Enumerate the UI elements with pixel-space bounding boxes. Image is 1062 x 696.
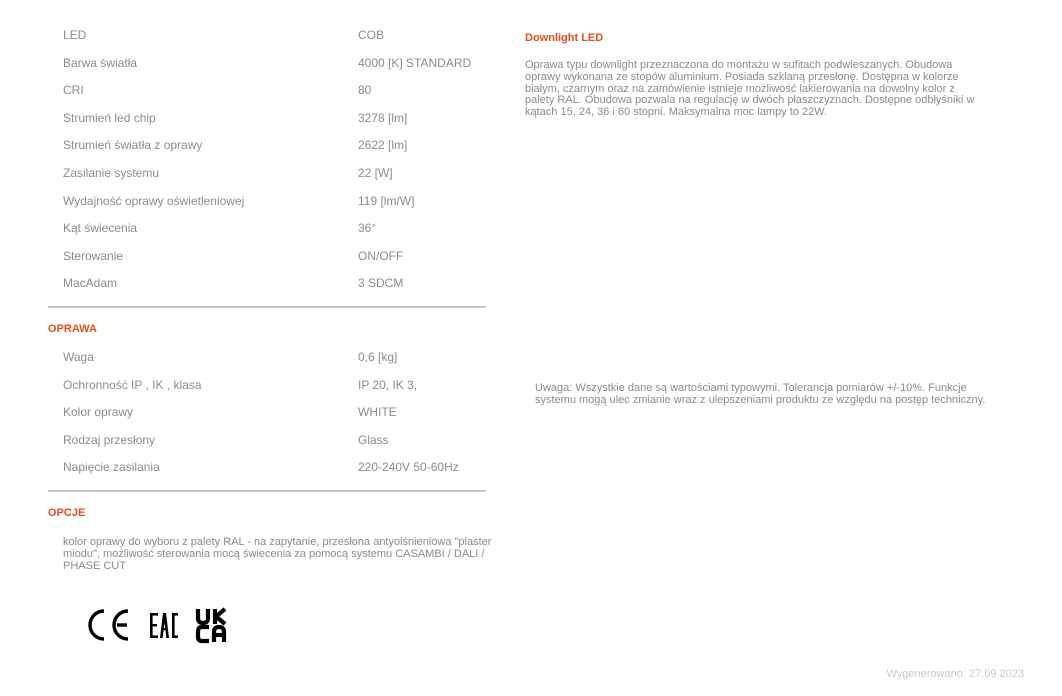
spec-value: 0,6 [kg] [358, 350, 398, 364]
spec-row [48, 132, 486, 160]
spec-row [48, 427, 486, 455]
spec-label: Sterowanie [63, 248, 124, 263]
spec-value: Glass [358, 432, 389, 447]
spec-label: Strumień światła z oprawy [63, 138, 203, 153]
spec-label: Strumień led chip [63, 110, 156, 125]
spec-row [48, 372, 486, 400]
spec-row [48, 22, 486, 50]
spec-row [48, 243, 486, 271]
oprawa-specs-table [48, 344, 486, 482]
spec-label: LED [63, 28, 87, 42]
section-divider [48, 306, 486, 308]
ukca-mark-icon [198, 609, 225, 642]
disclaimer-note: Uwaga: Wszystkie dane są wartościami typowymi. Tolerancja pomiarów +/-10%. Funkcje systemu mogą ulec zmianie wraz z ulepszeniami produktu ze względu na postęp techniczny. [535, 382, 986, 406]
generated-date: Wygenerowano: 27.09.2023 [886, 668, 1024, 680]
spec-label: Kąt świecenia [63, 221, 138, 236]
spec-row [48, 77, 486, 105]
spec-value: 3 SDCM [358, 276, 404, 291]
light-specs-table [48, 22, 486, 298]
product-description: Oprawa typu downlight przeznaczona do montażu w sufitach podwieszanych. Obudowa oprawy wykonana ze stopów aluminium. Posiada szklaną przesłonę. Dostępna w kolorze białym, czarnym oraz na zamówienie istnieje możliwość lakierowania na dowolny kolor z palety RAL. Obudowa pozwala na regulację w dwóch płaszczyznach. Dostępne odbłyśniki w kątach 15, 24, 36 i 60 stopni. Maksymalna moc lampy to 22W. [525, 59, 975, 119]
spec-value: COB [358, 28, 385, 42]
spec-label: Napięcie zasilania [63, 460, 160, 475]
spec-label: MacAdam [63, 276, 118, 291]
ce-mark-icon [90, 611, 128, 639]
spec-value: 3278 [lm] [358, 110, 408, 125]
spec-label: CRI [63, 83, 84, 98]
spec-label: Barwa światła [63, 55, 138, 70]
spec-value: 220-240V 50-60Hz [358, 460, 459, 475]
certification-marks [88, 605, 248, 645]
spec-row [48, 270, 486, 298]
spec-value: 22 [W] [358, 165, 393, 180]
spec-value: IP 20, IK 3, [358, 377, 418, 392]
spec-label: Ochronność IP , IK , klasa [63, 377, 202, 392]
spec-row [48, 344, 486, 372]
opcje-section-title: OPCJE [48, 507, 86, 519]
spec-row [48, 188, 486, 216]
spec-label: Waga [63, 350, 94, 364]
spec-row [48, 50, 486, 78]
spec-label: Rodzaj przesłony [63, 432, 156, 447]
spec-value: 80 [358, 83, 372, 98]
spec-row [48, 215, 486, 243]
options-text: kolor oprawy do wyboru z palety RAL - na zapytanie, przesłona antyolśnieniowa "plaster miodu", możliwość sterowania mocą świecenia za pomocą systemu CASAMBI / DALI / PHASE CUT [63, 536, 492, 572]
spec-value: 119 [lm/W] [358, 193, 415, 208]
spec-label: Wydajność oprawy oświetleniowej [63, 193, 245, 208]
spec-label: Kolor oprawy [63, 405, 134, 420]
product-title: Downlight LED [525, 32, 604, 44]
spec-value: ON/OFF [358, 248, 404, 263]
spec-row [48, 399, 486, 427]
oprawa-section-title: OPRAWA [48, 323, 97, 335]
spec-value: 36° [358, 221, 377, 236]
spec-row [48, 454, 486, 482]
spec-row [48, 105, 486, 133]
section-divider [48, 490, 486, 492]
spec-label: Zasilanie systemu [63, 165, 160, 180]
spec-value: WHITE [358, 405, 397, 420]
spec-value: 2622 [lm] [358, 138, 408, 153]
spec-row [48, 160, 486, 188]
spec-value: 4000 [K] STANDARD [358, 55, 472, 70]
eac-mark-icon [150, 613, 178, 638]
